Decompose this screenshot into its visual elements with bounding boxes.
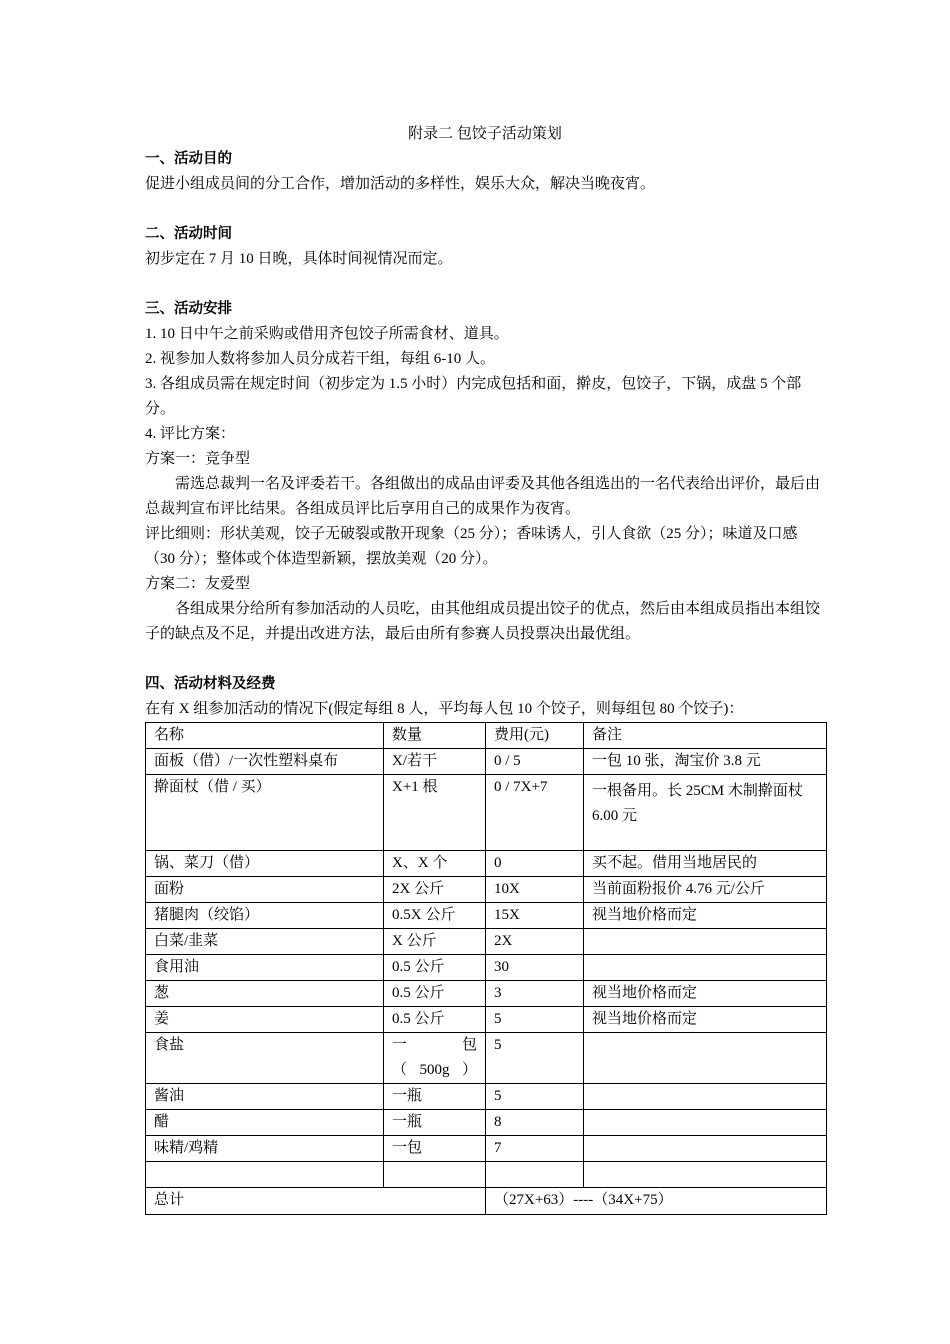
table-cell: 2X: [486, 929, 584, 955]
table-cell: 30: [486, 955, 584, 981]
table-cell: X+1 根: [384, 775, 486, 851]
table-cell: 葱: [146, 981, 384, 1007]
table-cell: [584, 1033, 827, 1084]
table-cell: 食盐: [146, 1033, 384, 1084]
table-cell: 8: [486, 1110, 584, 1136]
document-page: [145, 122, 825, 1215]
table-cell: 2X 公斤: [384, 877, 486, 903]
table-cell: [584, 1162, 827, 1188]
budget-table: [145, 722, 827, 1215]
header-cell: 备注: [584, 723, 827, 749]
table-cell: 擀面杖（借 / 买）: [146, 775, 384, 851]
table-row: [146, 851, 827, 877]
table-cell: 一包 10 张，淘宝价 3.8 元: [584, 749, 827, 775]
table-cell: 当前面粉报价 4.76 元/公斤: [584, 877, 827, 903]
table-cell: 10X: [486, 877, 584, 903]
section-text-time: 初步定在 7 月 10 日晚，具体时间视情况而定。: [145, 251, 453, 267]
table-cell: 视当地价格而定: [584, 903, 827, 929]
table-cell: 面粉: [146, 877, 384, 903]
header-cell: 费用(元): [486, 723, 584, 749]
table-row: [146, 775, 827, 851]
table-row: [146, 749, 827, 775]
table-cell: 味精/鸡精: [146, 1136, 384, 1162]
table-cell: 3: [486, 981, 584, 1007]
table-cell: 0.5 公斤: [384, 981, 486, 1007]
table-cell: 酱油: [146, 1084, 384, 1110]
total-label: 总计: [146, 1188, 486, 1215]
table-cell: [146, 1162, 384, 1188]
table-cell: X、X 个: [384, 851, 486, 877]
table-cell: 视当地价格而定: [584, 1007, 827, 1033]
table-row: [146, 1033, 827, 1084]
table-row: [146, 903, 827, 929]
table-cell: 锅、菜刀（借）: [146, 851, 384, 877]
table-cell: 姜: [146, 1007, 384, 1033]
table-cell: 一包: [384, 1136, 486, 1162]
table-row-empty: [146, 1162, 827, 1188]
table-cell: 猪腿肉（绞馅）: [146, 903, 384, 929]
arrangement-item: 2. 视参加人数将参加人员分成若干组，每组 6-10 人。: [145, 351, 495, 367]
table-cell: 一 包（500g）: [384, 1033, 486, 1084]
table-cell: 0 / 5: [486, 749, 584, 775]
table-cell: 面板（借）/一次性塑料桌布: [146, 749, 384, 775]
table-cell: 0.5 公斤: [384, 1007, 486, 1033]
section-heading-time: 二、活动时间: [145, 226, 232, 242]
table-cell: 买不起。借用当地居民的: [584, 851, 827, 877]
materials-intro: 在有 X 组参加活动的情况下(假定每组 8 人，平均每人包 10 个饺子，则每组包 80 个饺子)：: [145, 701, 744, 717]
document-title: 附录二 包饺子活动策划: [408, 126, 562, 142]
table-cell: 5: [486, 1033, 584, 1084]
table-cell: 15X: [486, 903, 584, 929]
table-cell: 醋: [146, 1110, 384, 1136]
plan2-text: 各组成果分给所有参加活动的人员吃，由其他组成员提出饺子的优点，然后由本组成员指出本组饺子的缺点及不足，并提出改进方法，最后由所有参赛人员投票决出最优组。: [145, 601, 821, 642]
table-row: [146, 929, 827, 955]
table-cell: [584, 1084, 827, 1110]
table-cell: 0.5 公斤: [384, 955, 486, 981]
table-cell: X/若干: [384, 749, 486, 775]
table-row: [146, 1007, 827, 1033]
table-cell: 0 / 7X+7: [486, 775, 584, 851]
table-cell: [584, 929, 827, 955]
table-cell: [384, 1162, 486, 1188]
table-cell: 5: [486, 1084, 584, 1110]
table-cell: 视当地价格而定: [584, 981, 827, 1007]
arrangement-item: 4. 评比方案：: [145, 426, 236, 442]
total-value: （27X+63）----（34X+75）: [486, 1188, 827, 1215]
table-cell: X 公斤: [384, 929, 486, 955]
table-cell: 白菜/韭菜: [146, 929, 384, 955]
table-cell: [584, 1136, 827, 1162]
section-heading-purpose: 一、活动目的: [145, 151, 232, 167]
table-cell: [486, 1162, 584, 1188]
plan1-text: 需选总裁判一名及评委若干。各组做出的成品由评委及其他各组选出的一名代表给出评价，最后由总裁判宣布评比结果。各组成员评比后享用自己的成果作为夜宵。: [145, 476, 821, 517]
table-header-row: [146, 723, 827, 749]
table-cell: [584, 955, 827, 981]
plan2-title: 方案二：友爱型: [145, 576, 251, 592]
plan1-title: 方案一：竞争型: [145, 451, 251, 467]
table-row: [146, 955, 827, 981]
table-cell: 一根备用。长 25CM 木制擀面杖 6.00 元: [584, 775, 827, 851]
table-row: [146, 1136, 827, 1162]
header-cell: 名称: [146, 723, 384, 749]
header-cell: 数量: [384, 723, 486, 749]
section-heading-arrangement: 三、活动安排: [145, 301, 232, 317]
table-row: [146, 877, 827, 903]
table-cell: 5: [486, 1007, 584, 1033]
table-cell: [584, 1110, 827, 1136]
table-cell: 一瓶: [384, 1084, 486, 1110]
section-text-purpose: 促进小组成员间的分工合作，增加活动的多样性，娱乐大众，解决当晚夜宵。: [145, 176, 656, 192]
table-cell: 7: [486, 1136, 584, 1162]
table-cell: 0.5X 公斤: [384, 903, 486, 929]
table-row: [146, 981, 827, 1007]
section-heading-materials: 四、活动材料及经费: [145, 676, 276, 692]
table-cell: 0: [486, 851, 584, 877]
table-row: [146, 1110, 827, 1136]
table-row: [146, 1084, 827, 1110]
arrangement-item: 3. 各组成员需在规定时间（初步定为 1.5 小时）内完成包括和面，擀皮，包饺子，下锅，成盘 5 个部分。: [145, 376, 802, 417]
table-total-row: [146, 1188, 827, 1215]
table-cell: 食用油: [146, 955, 384, 981]
table-cell: 一瓶: [384, 1110, 486, 1136]
arrangement-item: 1. 10 日中午之前采购或借用齐包饺子所需食材、道具。: [145, 326, 509, 342]
plan1-detail: 评比细则：形状美观，饺子无破裂或散开现象（25 分）；香味诱人，引人食欲（25 分）；味道及口感（30 分）；整体或个体造型新颖，摆放美观（20 分）。: [145, 526, 798, 567]
